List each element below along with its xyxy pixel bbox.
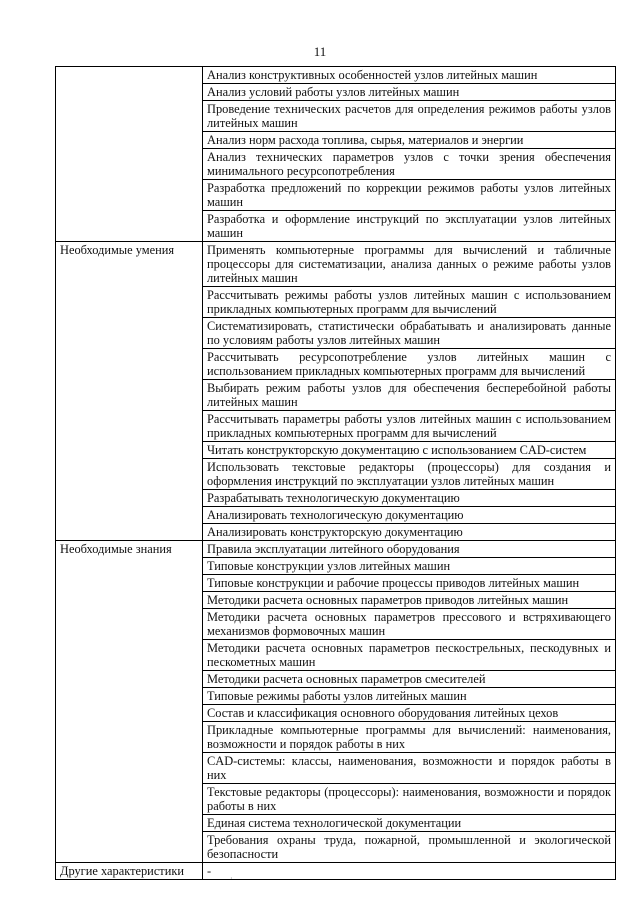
section-item: Текстовые редакторы (процессоры): наименования, возможности и порядок работы в них <box>203 784 616 815</box>
section-label: Другие характеристики <box>56 863 203 880</box>
section-item: Единая система технологической документации <box>203 815 616 832</box>
section-item: Читать конструкторскую документацию с использованием CAD-систем <box>203 442 616 459</box>
section-item: Типовые конструкции узлов литейных машин <box>203 558 616 575</box>
section-label: Необходимые знания <box>56 541 203 863</box>
section-item: Систематизировать, статистически обрабатывать и анализировать данные по условиям работы узлов литейных машин <box>203 318 616 349</box>
section-item: Правила эксплуатации литейного оборудования <box>203 541 616 558</box>
table-row <box>56 242 616 287</box>
table-row <box>56 863 616 880</box>
section-item: Методики расчета основных параметров смесителей <box>203 671 616 688</box>
section-item: - <box>203 863 616 880</box>
section-item: Применять компьютерные программы для вычислений и табличные процессоры для систематизации, анализа данных о режиме работы узлов литейных машин <box>203 242 616 287</box>
section-label: Необходимые умения <box>56 242 203 541</box>
section-item: Анализировать технологическую документацию <box>203 507 616 524</box>
section-item: Анализировать конструкторскую документацию <box>203 524 616 541</box>
section-item: Использовать текстовые редакторы (процессоры) для создания и оформления инструкций по эксплуатации узлов литейных машин <box>203 459 616 490</box>
section-item: Анализ условий работы узлов литейных машин <box>203 84 616 101</box>
section-item: Типовые конструкции и рабочие процессы приводов литейных машин <box>203 575 616 592</box>
section-item: CAD-системы: классы, наименования, возможности и порядок работы в них <box>203 753 616 784</box>
section-item: Проведение технических расчетов для определения режимов работы узлов литейных машин <box>203 101 616 132</box>
section-item: Методики расчета основных параметров приводов литейных машин <box>203 592 616 609</box>
table-row <box>56 67 616 84</box>
competency-table <box>55 66 616 880</box>
section-item: Разработка предложений по коррекции режимов работы узлов литейных машин <box>203 180 616 211</box>
section-item: Требования охраны труда, пожарной, промышленной и экологической безопасности <box>203 832 616 863</box>
section-item: Методики расчета основных параметров прессового и встряхивающего механизмов формовочных машин <box>203 609 616 640</box>
section-item: Анализ технических параметров узлов с точки зрения обеспечения минимального ресурсопотребления <box>203 149 616 180</box>
competency-table-body <box>56 67 616 880</box>
section-item: Выбирать режим работы узлов для обеспечения бесперебойной работы литейных машин <box>203 380 616 411</box>
section-item: Методики расчета основных параметров пескострельных, пескодувных и пескометных машин <box>203 640 616 671</box>
page-number: 11 <box>313 44 327 59</box>
scan-mark: · <box>230 874 233 883</box>
section-item: Анализ норм расхода топлива, сырья, материалов и энергии <box>203 132 616 149</box>
section-item: Разработка и оформление инструкций по эксплуатации узлов литейных машин <box>203 211 616 242</box>
section-item: Рассчитывать ресурсопотребление узлов литейных машин с использованием прикладных компьютерных программ для вычислений <box>203 349 616 380</box>
section-item: Типовые режимы работы узлов литейных машин <box>203 688 616 705</box>
section-item: Состав и классификация основного оборудования литейных цехов <box>203 705 616 722</box>
section-item: Разрабатывать технологическую документацию <box>203 490 616 507</box>
section-item: Прикладные компьютерные программы для вычислений: наименования, возможности и порядок работы в них <box>203 722 616 753</box>
section-item: Рассчитывать параметры работы узлов литейных машин с использованием прикладных компьютерных программ для вычислений <box>203 411 616 442</box>
table-row <box>56 541 616 558</box>
section-label <box>56 67 203 242</box>
section-item: Рассчитывать режимы работы узлов литейных машин с использованием прикладных компьютерных программ для вычислений <box>203 287 616 318</box>
section-item: Анализ конструктивных особенностей узлов литейных машин <box>203 67 616 84</box>
